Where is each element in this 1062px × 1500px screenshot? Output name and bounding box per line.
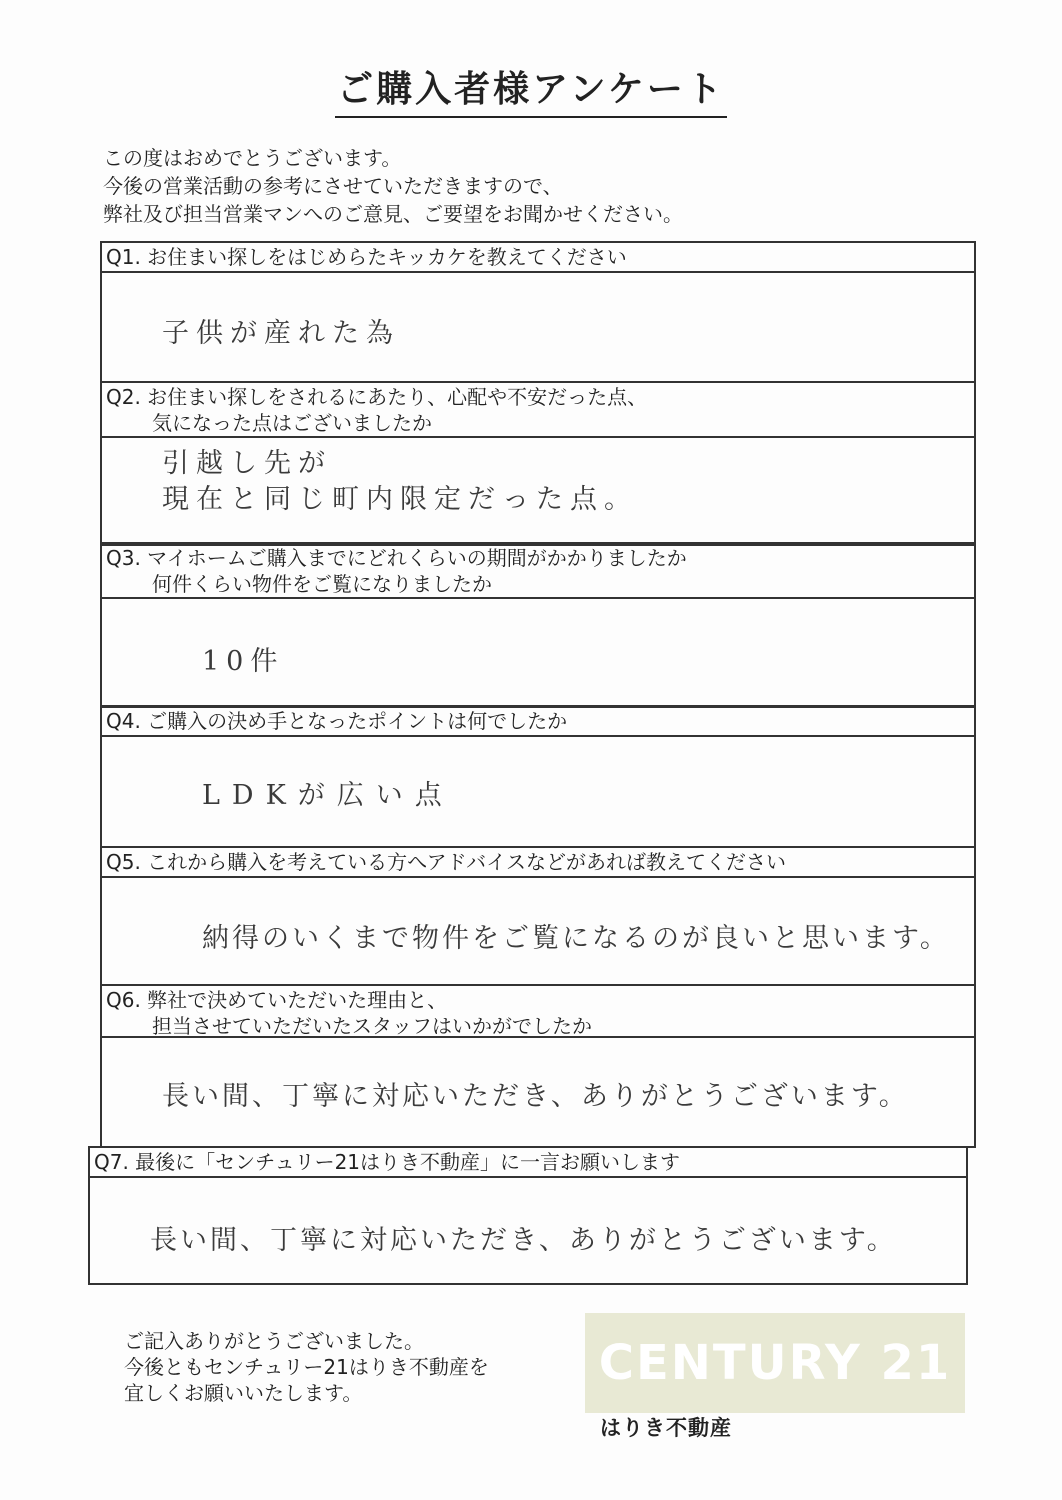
question-box-q3 bbox=[100, 542, 976, 708]
closing-line: ご記入ありがとうございました。 bbox=[124, 1329, 424, 1353]
question-label: Q4. ご購入の決め手となったポイントは何でしたか bbox=[102, 707, 974, 737]
question-box-q6 bbox=[100, 984, 976, 1148]
closing-line: 宜しくお願いいたします。 bbox=[124, 1381, 363, 1405]
logo-subtitle: はりき不動産 bbox=[600, 1416, 732, 1440]
question-label: Q1. お住まい探しをはじめらたキッカケを教えてください bbox=[102, 243, 974, 273]
question-box-q1 bbox=[100, 241, 976, 383]
question-label: Q7. 最後に「センチュリー21はりき不動産」に一言お願いします bbox=[90, 1148, 966, 1178]
answer-text: 10件 bbox=[202, 646, 285, 677]
intro-text bbox=[103, 144, 683, 228]
question-label: Q6. 弊社で決めていただいた理由と、 担当させていただいたスタッフはいかがでしたか bbox=[102, 986, 974, 1038]
intro-line: この度はおめでとうございます。 bbox=[103, 146, 402, 170]
question-label: Q5. これから購入を考えている方へアドバイスなどがあれば教えてください bbox=[102, 848, 974, 878]
intro-line: 今後の営業活動の参考にさせていただきますので、 bbox=[103, 174, 563, 198]
answer-text: 長い間、丁寧に対応いただき、ありがとうございます。 bbox=[150, 1225, 897, 1256]
question-label: Q3. マイホームご購入までにどれくらいの期間がかかりましたか 何件くらい物件をご覧になりましたか bbox=[102, 544, 974, 599]
answer-text: LDKが広い点 bbox=[202, 780, 454, 811]
closing-text bbox=[124, 1328, 489, 1406]
answer-text: 納得のいくまで物件をご覧になるのが良いと思います。 bbox=[202, 923, 950, 954]
intro-line: 弊社及び担当営業マンへのご意見、ご要望をお聞かせください。 bbox=[103, 202, 683, 226]
question-box-q4 bbox=[100, 705, 976, 848]
answer-text: 引越し先が 現在と同じ町内限定だった点。 bbox=[162, 448, 638, 515]
answer-text: 長い間、丁寧に対応いただき、ありがとうございます。 bbox=[162, 1081, 909, 1112]
answer-text: 子供が産れた為 bbox=[162, 318, 400, 349]
century21-logo bbox=[585, 1313, 965, 1413]
question-label: Q2. お住まい探しをされるにあたり、心配や不安だった点、 気になった点はございましたか bbox=[102, 383, 974, 438]
closing-line: 今後ともセンチュリー21はりき不動産を bbox=[124, 1355, 489, 1379]
logo-text: CENTURY 21 bbox=[598, 1335, 952, 1391]
question-box-q2 bbox=[100, 381, 976, 546]
page-title: ご購入者様アンケート bbox=[0, 66, 1062, 118]
question-box-q7 bbox=[88, 1146, 968, 1285]
question-box-q5 bbox=[100, 846, 976, 986]
